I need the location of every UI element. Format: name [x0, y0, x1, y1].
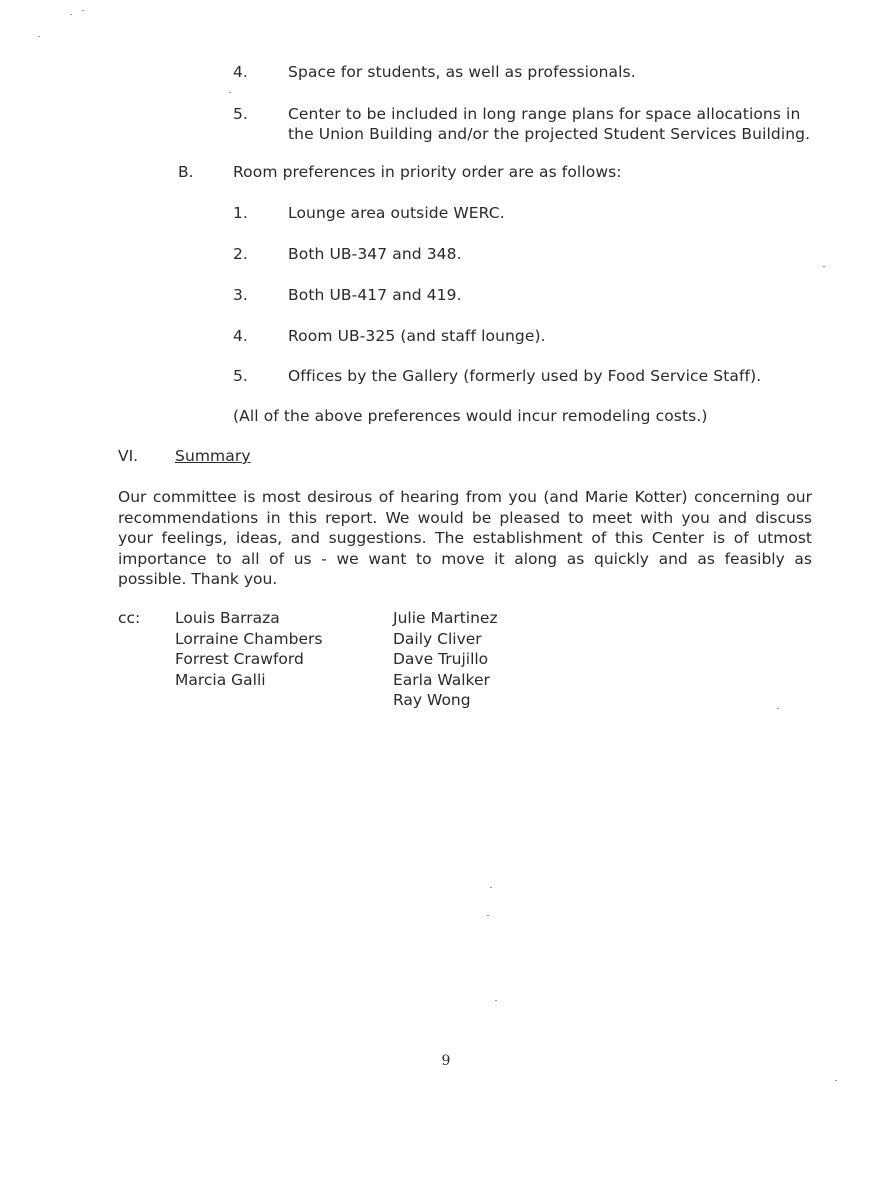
scan-speck — [70, 14, 72, 15]
section-b-heading: Room preferences in priority order are as follows: — [233, 163, 622, 181]
item-b2-text: Both UB-347 and 348. — [288, 245, 462, 263]
cc-column-2 — [393, 608, 498, 711]
cc-name: Earla Walker — [393, 670, 490, 689]
summary-line: possible. Thank you. — [118, 570, 278, 588]
summary-line: importance to all of us - we want to move it along as quickly and as feasibly as — [118, 549, 812, 568]
section-b-letter: B. — [178, 163, 194, 181]
item-b5-text: Offices by the Gallery (formerly used by Food Service Staff). — [288, 367, 762, 385]
item-a4-number: 4. — [233, 63, 248, 81]
item-b4-text: Room UB-325 (and staff lounge). — [288, 327, 546, 345]
item-a5-number: 5. — [233, 105, 248, 123]
scan-speck — [490, 887, 492, 888]
item-b3-number: 3. — [233, 286, 248, 304]
cc-name: Marcia Galli — [175, 670, 266, 689]
item-b3-text: Both UB-417 and 419. — [288, 286, 462, 304]
summary-paragraph — [118, 487, 812, 590]
cc-name: Dave Trujillo — [393, 650, 489, 668]
cc-column-1 — [175, 608, 322, 690]
cc-name: Daily Cliver — [393, 629, 482, 648]
summary-line: Our committee is most desirous of hearing from you (and Marie Kotter) concerning our — [118, 488, 812, 506]
scan-speck — [229, 92, 231, 93]
section-vi-numeral: VI. — [118, 447, 139, 465]
summary-line: recommendations in this report. We would be pleased to meet with you and discuss — [118, 508, 812, 527]
cc-name: Lorraine Chambers — [175, 629, 323, 648]
item-a4-text: Space for students, as well as professionals. — [288, 63, 636, 81]
scan-speck — [835, 1080, 837, 1081]
item-b1-number: 1. — [233, 204, 248, 222]
scan-speck — [82, 10, 84, 11]
cc-name: Forrest Crawford — [175, 650, 304, 668]
cc-label: cc: — [118, 609, 141, 627]
cc-name: Ray Wong — [393, 691, 471, 709]
item-b2-number: 2. — [233, 245, 248, 263]
scan-speck — [38, 36, 40, 37]
item-a5-text-line2: the Union Building and/or the projected Student Services Building. — [288, 125, 811, 143]
scan-speck — [823, 266, 825, 267]
item-b5-number: 5. — [233, 367, 248, 385]
scan-speck — [777, 708, 779, 709]
item-b4-number: 4. — [233, 327, 248, 345]
section-b-note: (All of the above preferences would incur remodeling costs.) — [233, 407, 708, 425]
summary-line: your feelings, ideas, and suggestions. The establishment of this Center is of utmost — [118, 529, 812, 547]
scan-speck — [487, 915, 489, 916]
scan-speck — [495, 1000, 497, 1001]
cc-name: Louis Barraza — [175, 609, 280, 627]
item-a5-text-line1: Center to be included in long range plans for space allocations in — [288, 105, 801, 123]
page-number: 9 — [441, 1053, 451, 1069]
section-vi-title: Summary — [175, 447, 251, 465]
item-b1-text: Lounge area outside WERC. — [288, 204, 505, 222]
cc-name: Julie Martinez — [393, 609, 498, 627]
